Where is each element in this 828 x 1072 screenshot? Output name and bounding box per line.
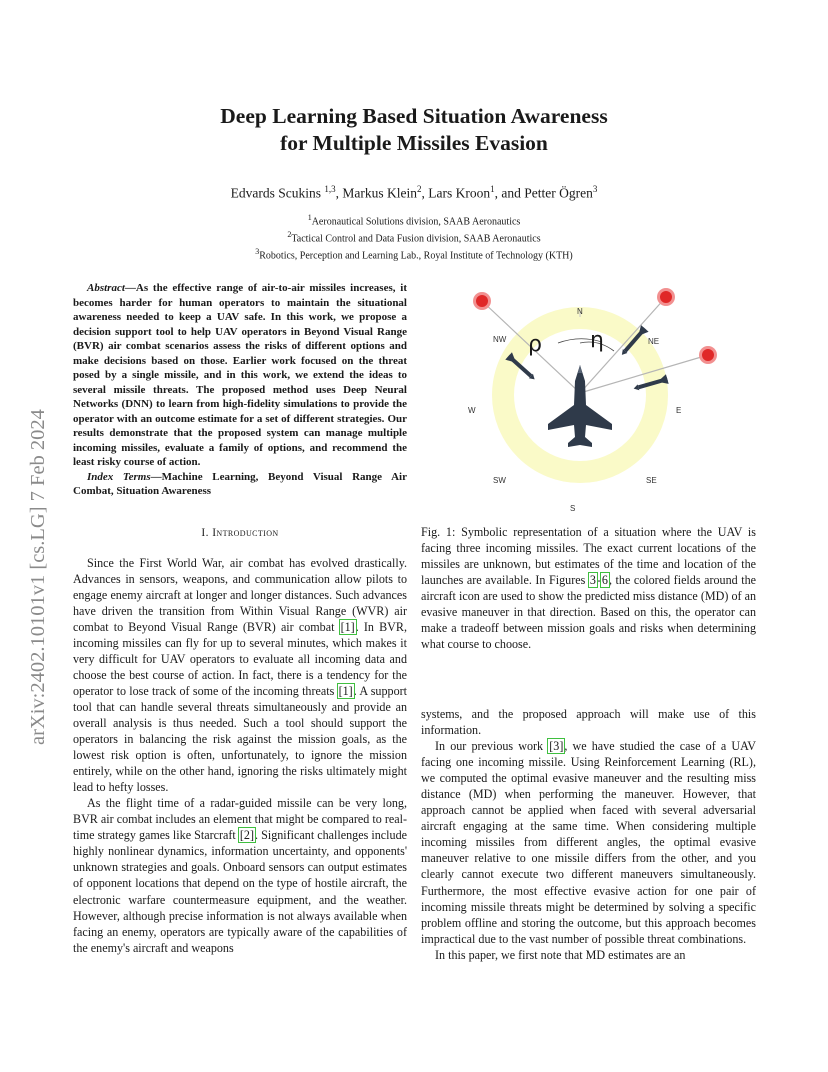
citation-link[interactable]: [2] (239, 828, 254, 843)
index-terms (73, 470, 407, 499)
author-name: Edvards Scukins (230, 185, 322, 201)
title-line-2: for Multiple Missiles Evasion (280, 131, 548, 155)
affiliation-line (0, 229, 828, 246)
index-terms-label: Index Terms (87, 470, 151, 483)
figure-caption (421, 524, 756, 652)
citation-link[interactable]: [1] (338, 683, 353, 698)
abstract (73, 281, 407, 470)
affiliation-text: Robotics, Perception and Learning Lab., Royal Institute of Technology (KTH) (259, 249, 573, 261)
author-name: , Lars Kroon (421, 185, 491, 201)
figure-1 (440, 285, 740, 517)
section-number: I. (201, 526, 213, 539)
affiliation-line (0, 246, 828, 263)
right-paragraph-2: In this paper, we first note that MD estimates are an (435, 947, 686, 962)
author-affil-sup: 2 (417, 184, 422, 194)
figure-ref-link[interactable]: 6 (601, 573, 608, 588)
right-paragraph-1 (421, 738, 756, 947)
aircraft-icon (548, 365, 612, 447)
paper-title (0, 103, 828, 157)
affiliation-text: Aeronautical Solutions division, SAAB Aeronautics (311, 216, 521, 228)
affiliation-sup: 3 (255, 246, 260, 256)
intro-paragraph-1 (73, 555, 407, 796)
citation-link[interactable]: [1] (340, 619, 355, 634)
compass-label-w: W (468, 406, 476, 415)
arxiv-sidebar-stamp (20, 290, 50, 750)
paragraph-text: As the flight time of a radar-guided missile can be very long, BVR air combat includes an element that might be compared to real-time strategy games like Starcraft (73, 796, 407, 843)
figure-1-graphic (440, 285, 740, 517)
compass-label-sw: SW (493, 476, 506, 485)
caption-text: Fig. 1: Symbolic representation of a situation where the UAV is facing three incoming missiles. The exact current locations of the missiles are unknown, but estimates of the time and location of the launches are available. In Figures (421, 525, 756, 588)
caption-text: - (596, 573, 601, 588)
rho-symbol: ρ (528, 332, 542, 357)
paragraph-text: In our previous work (435, 739, 549, 754)
eta-symbol: η (590, 328, 604, 353)
paragraph-text: . In BVR, incoming missiles can fly for up to several minutes, which makes it very difficult for UAV operators to evaluate all incoming data and choose the best course of action. In fact, there is a tendency for the operator to lose track of some of the incoming threats (73, 619, 407, 698)
figure-ref-link[interactable]: 3 (589, 573, 596, 588)
right-column (421, 706, 756, 963)
section-heading (73, 525, 407, 541)
citation-link[interactable]: [3] (549, 739, 564, 754)
section-title: Introduction (212, 526, 279, 539)
author-list (0, 180, 828, 203)
index-terms-text: —Machine Learning, Beyond Visual Range Air Combat, Situation Awareness (73, 470, 407, 497)
compass-label-n: N (577, 307, 583, 316)
paragraph-text: , we have studied the case of a UAV facing one incoming missile. Using Reinforcement Learning (RL), we computed the optimal evasive maneuver and the resulting miss distance (MD) when performing the maneuver. However, that approach cannot be applied when faced with several adversarial aircraft engaging at the same time. When considering multiple incoming missiles from different angles, the optimal evasive maneuver relative to one missile differs from the other, and you clearly cannot execute two different maneuvers simultaneously. Furthermore, the most effective evasive action for one pair of incoming missile threats might be determined by solving a specific problem offline and storing the outcome, but this approach becomes impractical due to the vast number of possible threat combinations. (421, 739, 756, 946)
compass-label-se: SE (646, 476, 657, 485)
threat-marker-ne (657, 288, 675, 306)
threat-marker-e (699, 346, 717, 364)
abstract-text: —As the effective range of air-to-air missiles increases, it becomes harder for human operators to maintain the situational awareness needed to keep a UAV safe. In this work, we propose a decision support tool to help UAV operators in Beyond Visual Range (BVR) air combat scenarios assess the risks of different options and make decisions based on those. Earlier work focused on the threat posed by a single missile, and in this work, we extend the ideas to several missile threats. The proposed method uses Deep Neural Networks (DNN) to learn from high-fidelity simulations to provide the operator with an outcome estimate for a set of different strategies. Our results demonstrate that the proposed system can manage multiple incoming missiles, evaluate a family of options, and recommend the least risky course of action. (73, 282, 407, 468)
threat-marker-nw (473, 292, 491, 310)
author-affil-sup: 1 (490, 184, 495, 194)
intro-paragraph-2 (73, 795, 407, 955)
author-name: , and Petter Ögren (494, 185, 593, 201)
compass-label-e: E (676, 406, 682, 415)
affiliation-list (0, 212, 828, 262)
author-affil-sup: 3 (592, 184, 598, 194)
compass-label-nw: NW (493, 335, 507, 344)
paragraph-text: . Significant challenges include highly nonlinear dynamics, information uncertainty, and opponents' unknown strategies and goals. Onboard sensors can output estimates of opponent locations that depend on the type of hostile aircraft, the electronic warfare countermeasure equipment, and the weather. However, although precise information is not always available when facing an enemy, operators are typically aware of the capabilities of the enemy's aircraft and weapons (73, 828, 407, 955)
author-affil-sup: 1,3 (324, 184, 336, 194)
arxiv-id-text: arXiv:2402.10101v1 [cs.LG] 7 Feb 2024 (27, 409, 49, 745)
author-name: , Markus Klein (335, 185, 418, 201)
title-line-1: Deep Learning Based Situation Awareness (220, 104, 608, 128)
compass-label-s: S (570, 504, 576, 513)
affiliation-line (0, 212, 828, 229)
paragraph-text: . A support tool that can handle several threats simultaneously and provide an overall analysis is thus needed. Such a tool should support the operators in balancing the risk against the mission goals, as the lowest risk option is often, unfortunately, to ignore the mission entirely, while on the other hand, ignoring the risks ultimately might lead to hefty losses. (73, 683, 407, 795)
affiliation-text: Tactical Control and Data Fusion division, SAAB Aeronautics (291, 233, 541, 245)
paragraph-text: Since the First World War, air combat has evolved drastically. Advances in sensors, weapons, and communication allow pilots to engage enemy aircraft at longer and longer distances. Such advances have driven the transition from Within Visual Range (WVR) air combat to Beyond Visual Range (BVR) air combat (73, 555, 407, 634)
caption-text: , the colored fields around the aircraft icon are used to show the predicted miss distance (MD) of an evasive maneuver in that direction. Based on this, the operator can make a tradeoff between mission goals and risks when determining what course to choose. (421, 573, 756, 652)
left-column (73, 281, 407, 956)
abstract-label: Abstract (87, 282, 125, 294)
right-paragraph-continued: systems, and the proposed approach will make use of this information. (421, 707, 756, 738)
affiliation-sup: 1 (307, 213, 312, 222)
affiliation-sup: 2 (287, 229, 292, 239)
compass-label-ne: NE (648, 337, 660, 346)
